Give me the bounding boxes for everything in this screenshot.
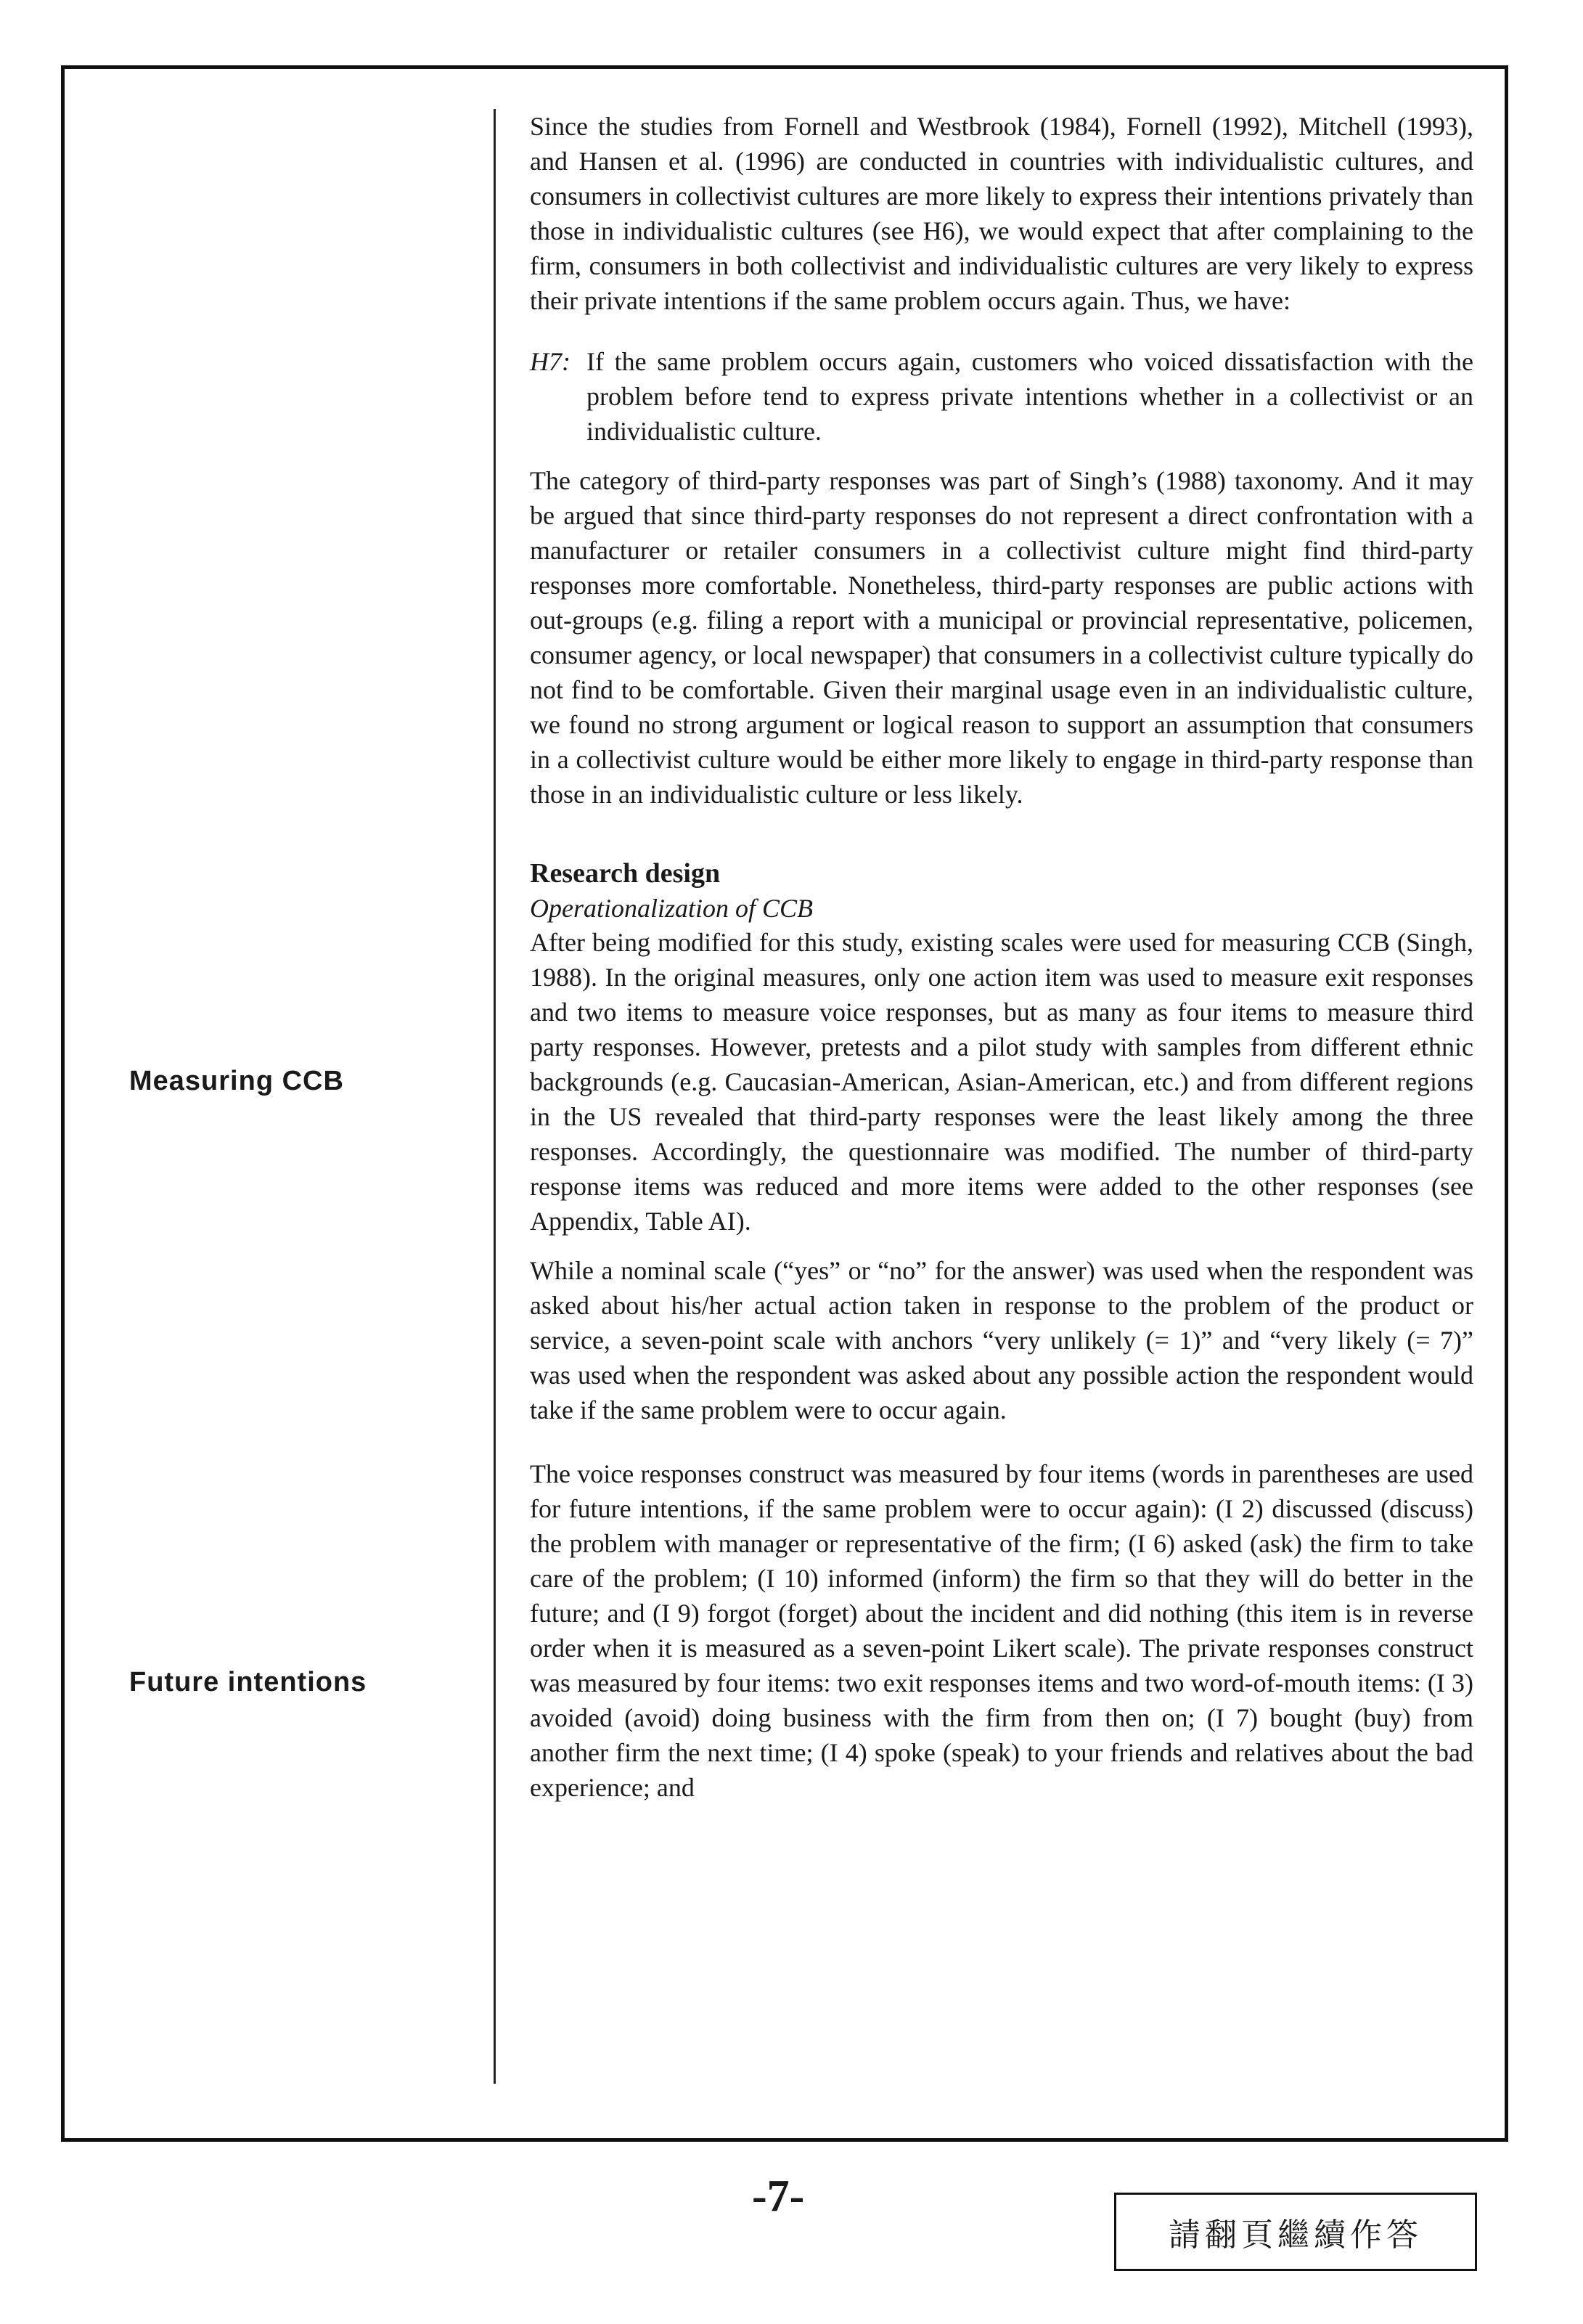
paragraph-intro: Since the studies from Fornell and Westbrook (1984), Fornell (1992), Mitchell (1993), and Hansen et al. (1996) are conducted in countries with individualistic cultures, and consumers in collectivist cultures are more likely to express their intentions privately than those in individualistic cultures (see H6), we would expect that after complaining to the firm, consumers in both collectivist and individualistic cultures are very likely to express their private intentions if the same problem occurs again. Thus, we have: bbox=[530, 112, 1473, 315]
paragraph-scales: While a nominal scale (“yes” or “no” for the answer) was used when the respondent was asked about his/her actual action taken in response to the problem of the product or service, a seven-point scale with anchors “very unlikely (= 1)” and “very likely (= 7)” was used when the respondent was asked about any possible action the respondent would take if the same problem were to occur again. bbox=[530, 1256, 1473, 1424]
subsection-title: Operationalization of CCB bbox=[530, 894, 814, 923]
sidebar-heading-measuring-ccb: Measuring CCB bbox=[129, 1066, 344, 1096]
page-number: -7- bbox=[752, 2172, 805, 2221]
paragraph-operationalization: After being modified for this study, existing scales were used for measuring CCB (Singh, 1988). In the original measures, only one action item was used to measure exit responses and two items to measure voice responses, but as many as four items to measure third party responses. However, pretests and a pilot study with samples from different ethnic backgrounds (e.g. Caucasian-American, Asian-American, etc.) and from different regions in the US revealed that third-party responses were the least likely among the three responses. Accordingly, the questionnaire was modified. The number of third-party response items was reduced and more items were added to the other responses (see Appendix, Table AI). bbox=[530, 928, 1473, 1236]
paragraph-third-party: The category of third-party responses was part of Singh’s (1988) taxonomy. And it may be argued that since third-party responses do not represent a direct confrontation with a manufacturer or retailer consumers in a collectivist culture might find third-party responses more comfortable. Nonetheless, third-party responses are public actions with out-groups (e.g. filing a report with a municipal or provincial representative, policemen, consumer agency, or local newspaper) that consumers in a collectivist culture typically do not find to be comfortable. Given their marginal usage even in an individualistic culture, we found no strong argument or logical reason to support an assumption that consumers in a collectivist culture would be either more likely to engage in third-party response than those in an individualistic culture or less likely. bbox=[530, 466, 1473, 809]
hypothesis-h7 bbox=[530, 344, 1473, 449]
main-text-column bbox=[530, 109, 1473, 1819]
hypothesis-label: H7: bbox=[530, 347, 570, 376]
section-title: Research design bbox=[530, 858, 721, 889]
column-divider bbox=[494, 109, 496, 2084]
hypothesis-text: If the same problem occurs again, customers who voiced dissatisfaction with the problem before tend to express private intentions whether in a collectivist or an individualistic culture. bbox=[586, 347, 1473, 446]
sidebar-heading-future-intentions: Future intentions bbox=[129, 1667, 367, 1697]
paragraph-voice-responses: The voice responses construct was measured by four items (words in parentheses are used for future intentions, if the same problem were to occur again): (I 2) discussed (discuss) the problem with manager or representative of the firm; (I 6) asked (ask) the firm to take care of the problem; (I 10) informed (inform) the firm so that they will do better in the future; and (I 9) forgot (forget) about the incident and did nothing (this item is in reverse order when it is measured as a seven-point Likert scale). The private responses construct was measured by four items: two exit responses items and two word-of-mouth items: (I 3) avoided (avoid) doing business with the firm from then on; (I 7) bought (buy) from another firm the next time; (I 4) spoke (speak) to your friends and relatives about the bad experience; and bbox=[530, 1459, 1473, 1802]
turn-page-notice: 請翻頁繼續作答 bbox=[1114, 2193, 1477, 2271]
